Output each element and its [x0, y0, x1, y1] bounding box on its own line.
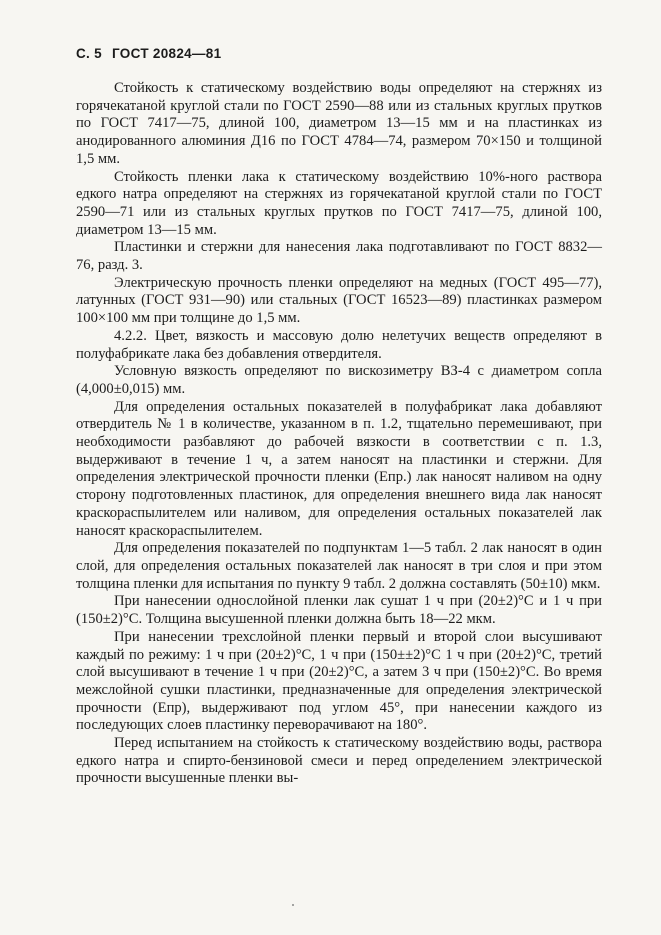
paragraph-single-layer-drying: При нанесении однослойной пленки лак сушат 1 ч при (20±2)°С и 1 ч при (150±2)°С. Толщина высушенной пленки должна быть 18—22 мкм.	[76, 593, 602, 628]
scan-speck	[292, 904, 294, 906]
paragraph-hardener: Для определения остальных показателей в полуфабрикат лака добавляют отвердитель № 1 в количестве, указанном в п. 1.2, тщательно перемешивают, при необходимости разбавляют до рабочей вязкости в соответствии с п. 1.3, выдерживают в течение 1 ч, а затем наносят на пластинки и стержни. Для определения электрической прочности пленки (Eпр.) лак наносят наливом на одну сторону подготовленных пластинок, для определения внешнего вида лак наносят краскораспылителем или наливом, для определения остальных показателей лак наносят краскораспылителем.	[76, 398, 602, 539]
paragraph-viscosity: Условную вязкость определяют по вискозиметру ВЗ-4 с диаметром сопла (4,000±0,015) мм.	[76, 363, 602, 397]
page-number: С. 5	[76, 46, 102, 61]
paragraph-electric-strength: Электрическую прочность пленки определяют на медных (ГОСТ 495—77), латунных (ГОСТ 931—90) или стальных (ГОСТ 16523—89) пластинках размером 100×100 мм при толщине до 1,5 мм.	[76, 274, 602, 327]
paragraph-three-layer-drying: При нанесении трехслойной пленки первый и второй слои высушивают каждый по режиму: 1 ч при (20±2)°С, 1 ч при (150±±2)°С 1 ч при (20±2)°С, третий слой высушивают в течение 1 ч при (20±2)°С, а затем 3 ч при (150±2)°С. Во время межслойной сушки пластинки, предназначенные для определения электрической прочности (Eпр), выдерживают под углом 45°, при нанесении каждого из последующих слоев пластинку переворачивают на 180°.	[76, 628, 602, 734]
paragraph-water-resistance: Стойкость к статическому воздействию воды определяют на стержнях из горячекатаной круглой стали по ГОСТ 2590—88 или из стальных круглых прутков по ГОСТ 7417—75, длиной 100, диаметром 13—15 мм и на пластинках из анодированного алюминия Д16 по ГОСТ 4784—74, размером 70×150 и толщиной 1,5 мм.	[76, 80, 602, 167]
standard-designation: ГОСТ 20824—81	[112, 46, 222, 61]
paragraph-sample-preparation: Пластинки и стержни для нанесения лака подготавливают по ГОСТ 8832—76, разд. 3.	[76, 239, 602, 274]
page-header	[76, 46, 227, 61]
paragraph-before-testing: Перед испытанием на стойкость к статическому воздействию воды, раствора едкого натра и спирто-бензиновой смеси и перед определением электрической прочности высушенные пленки вы-	[76, 735, 602, 787]
paragraph-alkali-resistance: Стойкость пленки лака к статическому воздействию 10%-ного раствора едкого натра определяют на стержнях из горячекатаной круглой стали по ГОСТ 2590—71 или из стальных круглых прутков по ГОСТ 7417—75, длиной 100, диаметром 13—15 мм.	[76, 168, 602, 238]
body-text	[76, 80, 602, 788]
paragraph-section-4-2-2: 4.2.2. Цвет, вязкость и массовую долю нелетучих веществ определяют в полуфабрикате лака без добавления отвердителя.	[76, 327, 602, 362]
paragraph-layers: Для определения показателей по подпунктам 1—5 табл. 2 лак наносят в один слой, для определения остальных показателей лак наносят в три слоя и при этом толщина пленки для испытания по пункту 9 табл. 2 должна составлять (50±10) мкм.	[76, 540, 602, 592]
